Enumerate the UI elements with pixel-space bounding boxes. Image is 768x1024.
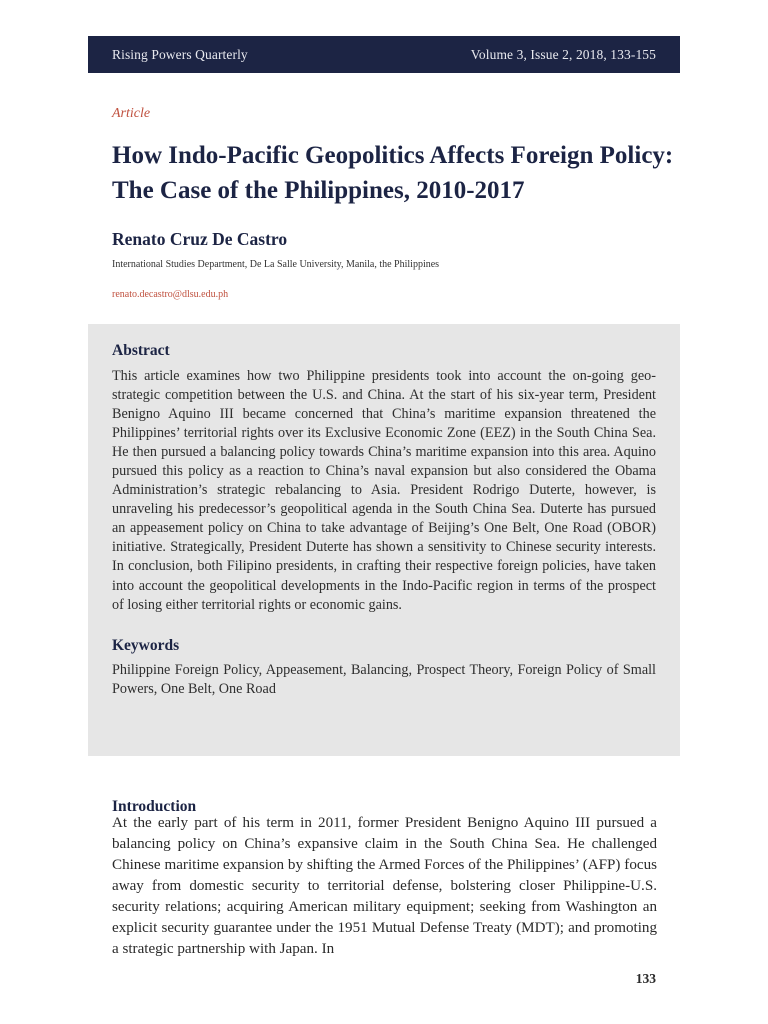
article-title: How Indo-Pacific Geopolitics Affects Foreign Policy: The Case of the Philippines, 2010-2017 xyxy=(112,142,674,204)
page-number: 133 xyxy=(635,971,656,986)
author-name: Renato Cruz De Castro xyxy=(112,229,288,249)
introduction-text: At the early part of his term in 2011, former President Benigno Aquino III pursued a balancing policy on China’s expansive claim in the South China Sea. He challenged Chinese maritime expansion by shifting the Armed Forces of the Philippines’ (AFP) focus away from domestic security to territorial defense, bolstering closer Philippine-U.S. security relations; acquiring American military equipment; seeking from Washington an explicit security guarantee under the 1951 Mutual Defense Treaty (MDT); and promoting a strategic partnership with Japan. In xyxy=(112,815,657,957)
journal-header xyxy=(88,36,680,73)
introduction-heading: Introduction xyxy=(112,797,197,815)
keywords-text: Philippine Foreign Policy, Appeasement, Balancing, Prospect Theory, Foreign Policy of Small Powers, One Belt, One Road xyxy=(112,661,656,697)
journal-name: Rising Powers Quarterly xyxy=(112,46,248,62)
abstract-text: This article examines how two Philippine presidents took into account the on-going geo-strategic competition between the U.S. and China. At the start of his six-year term, President Benigno Aquino III became concerned that China’s maritime expansion threatened the Philippines’ territorial rights over its Exclusive Economic Zone (EEZ) in the South China Sea. He then pursued a balancing policy towards China’s maritime expansion into this area. Aquino pursued this policy as a reaction to China’s naval expansion but also considered the Obama Administration’s strategic rebalancing to Asia. President Rodrigo Duterte, however, is unraveling his predecessor’s geopolitical agenda in the South China Sea. Duterte has pursued an appeasement policy on China to take advantage of Beijing’s One Belt, One Road (OBOR) initiative. Strategically, President Duterte has shown a sensitivity to Chinese security interests. In conclusion, both Filipino presidents, in crafting their respective foreign policies, have taken into account the geopolitical developments in the Indo-Pacific region in terms of the prospect of losing either territorial rights or economic gains. xyxy=(112,368,656,613)
author-affiliation: International Studies Department, De La Salle University, Manila, the Philippines xyxy=(112,259,440,270)
author-email[interactable]: renato.decastro@dlsu.edu.ph xyxy=(112,289,229,300)
abstract-section xyxy=(88,324,680,756)
volume-info: Volume 3, Issue 2, 2018, 133-155 xyxy=(470,46,656,62)
keywords-heading: Keywords xyxy=(112,636,180,654)
abstract-heading: Abstract xyxy=(112,342,170,359)
article-type-label: Article xyxy=(112,106,151,121)
